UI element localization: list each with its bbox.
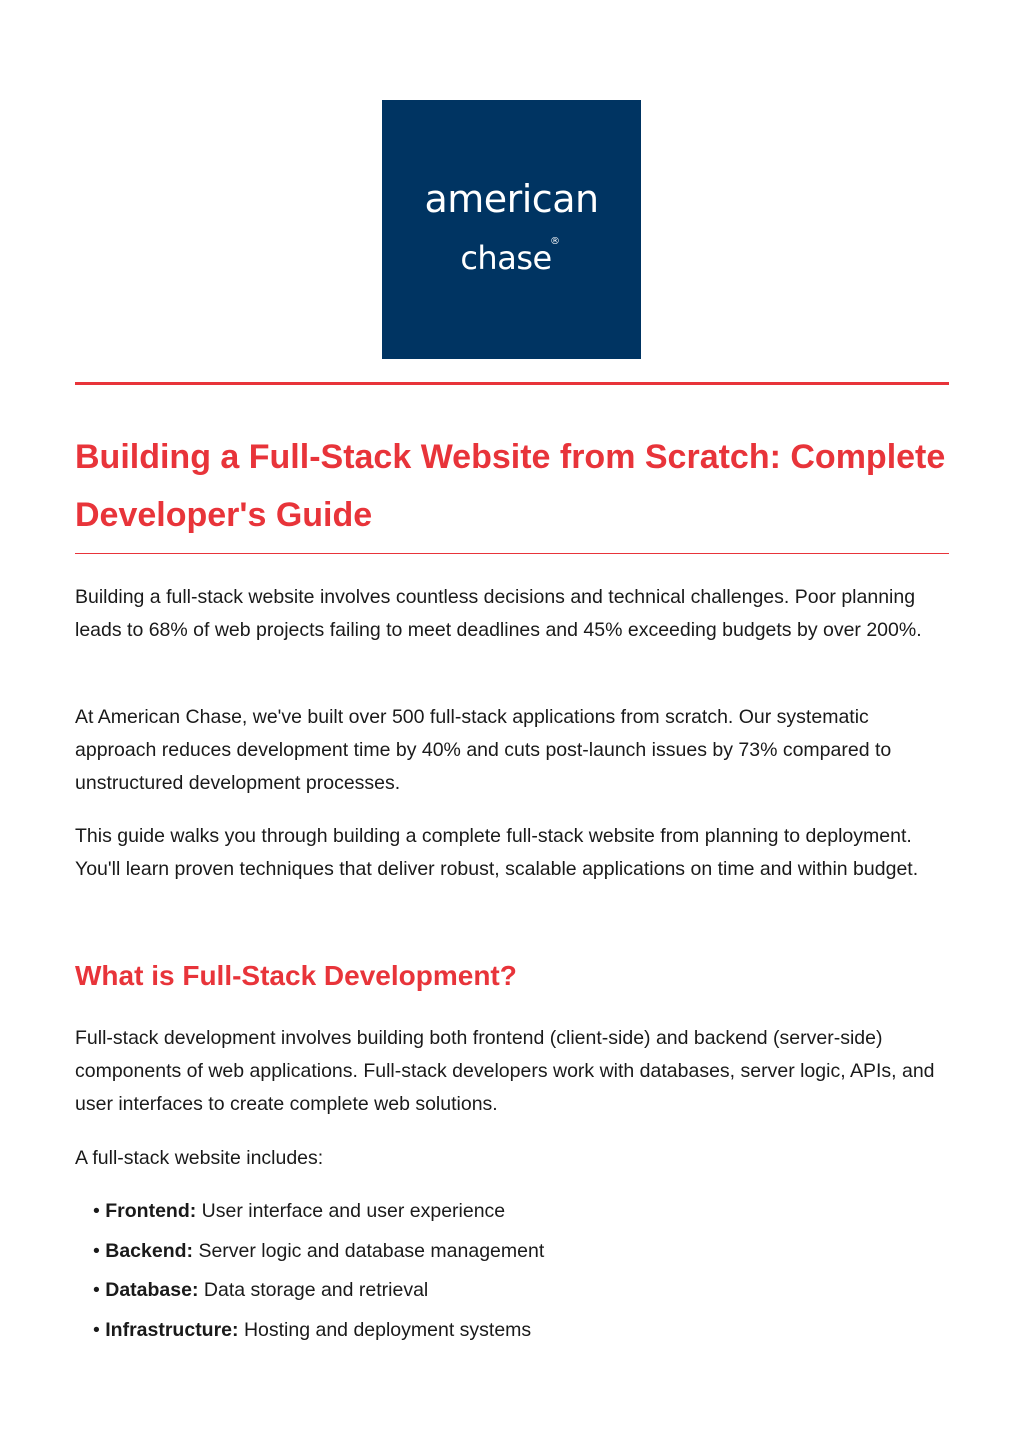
list-item-term: Infrastructure: bbox=[105, 1319, 239, 1342]
list-item-term: Database: bbox=[105, 1279, 199, 1302]
title-divider bbox=[75, 553, 949, 554]
page-title: Building a Full-Stack Website from Scratch: Complete Developer's Guide bbox=[75, 438, 946, 534]
bullet-mark: • bbox=[93, 1200, 100, 1222]
list-item bbox=[93, 1235, 544, 1275]
section-heading: What is Full-Stack Development? bbox=[75, 960, 517, 991]
list-item-desc: Server logic and database management bbox=[198, 1239, 545, 1262]
intro-paragraph-3: This guide walks you through building a complete full-stack website from planning to deployment. You'll learn proven techniques that deliver robust, scalable applications on time and within budget. bbox=[75, 825, 919, 880]
list-intro: A full-stack website includes: bbox=[75, 1147, 324, 1169]
bullet-mark: • bbox=[93, 1279, 100, 1302]
registered-mark: ® bbox=[550, 236, 560, 247]
list-item bbox=[93, 1274, 544, 1314]
logo-wordmark-line2: chase bbox=[460, 239, 552, 277]
section-paragraph: Full-stack development involves building both frontend (client-side) and backend (server-side) components of web applications. Full-stack developers work with databases, server logic, APIs, and user interfaces to create complete web solutions. bbox=[75, 1027, 935, 1115]
intro-paragraph-2: At American Chase, we've built over 500 full-stack applications from scratch. Our systematic approach reduces development time by 40% and cuts post-launch issues by 73% compared to unstructured development processes. bbox=[75, 706, 892, 794]
bullet-mark: • bbox=[93, 1239, 100, 1262]
list-item-desc: Data storage and retrieval bbox=[203, 1279, 429, 1302]
bullet-mark: • bbox=[93, 1319, 100, 1342]
list-item bbox=[93, 1195, 544, 1235]
logo-wordmark-line1: american bbox=[424, 177, 599, 221]
american-chase-logo bbox=[382, 100, 641, 359]
list-item bbox=[93, 1314, 544, 1354]
header-divider bbox=[75, 382, 949, 385]
list-item-desc: User interface and user experience bbox=[201, 1200, 506, 1222]
list-item-desc: Hosting and deployment systems bbox=[243, 1319, 532, 1342]
list-item-term: Backend: bbox=[105, 1239, 194, 1262]
list-item-term: Frontend: bbox=[105, 1200, 197, 1222]
components-list bbox=[93, 1195, 544, 1354]
intro-paragraph-1: Building a full-stack website involves countless decisions and technical challenges. Poor planning leads to 68% of web projects failing to meet deadlines and 45% exceeding budgets by over 200%. bbox=[75, 586, 922, 641]
